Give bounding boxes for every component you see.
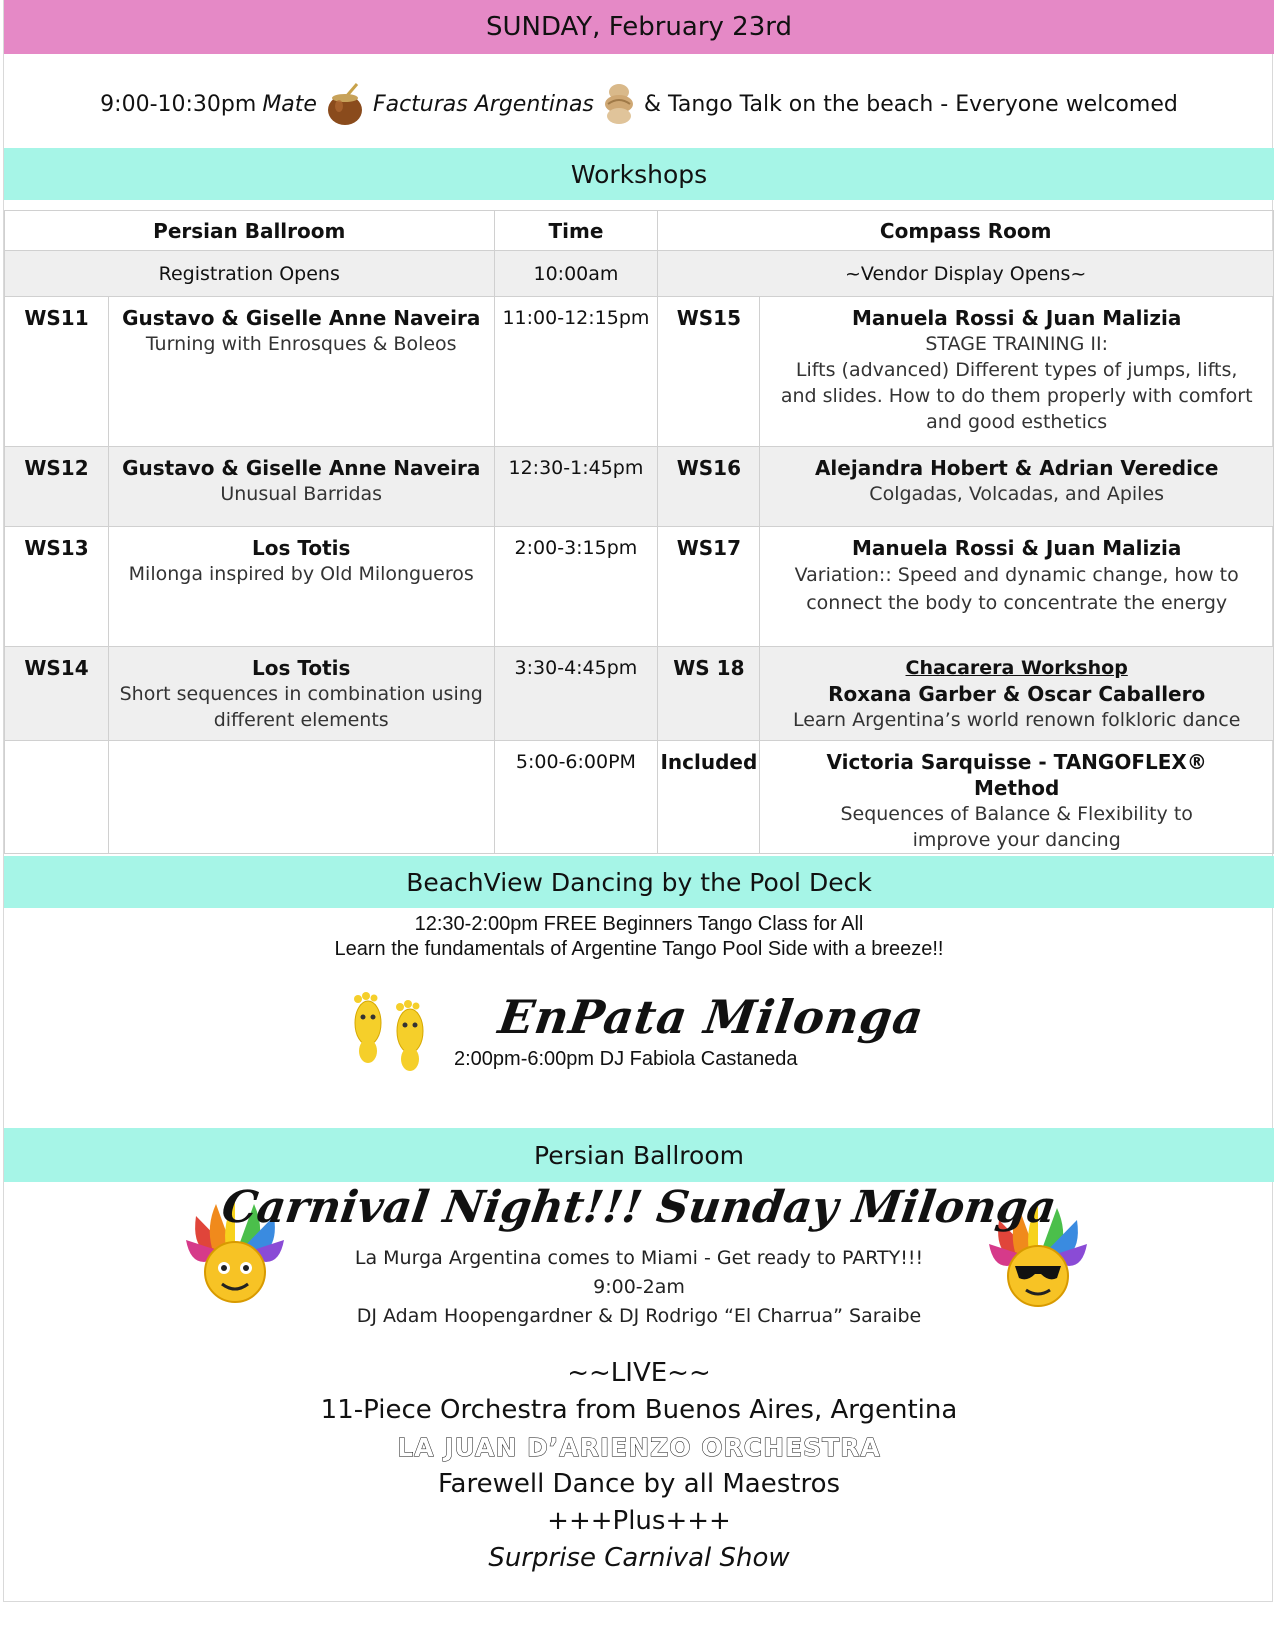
workshop-code: WS 18	[658, 647, 760, 741]
workshop-topic: Sequences of Balance & Flexibility to improve your dancing	[840, 803, 1193, 851]
mate-time: 9:00-10:30pm	[100, 91, 257, 117]
workshop-topic: Colgadas, Volcadas, and Apiles	[869, 483, 1165, 505]
workshop-cell	[108, 447, 494, 527]
ballroom-title: Persian Ballroom	[534, 1140, 744, 1170]
surprise-show: Surprise Carnival Show	[488, 1543, 790, 1573]
workshop-topic-detail: Lifts (advanced) Different types of jumps, lifts, and slides. How to do them properly with comfort and good esthetics	[780, 359, 1253, 433]
instructor-name: Gustavo & Giselle Anne Naveira	[122, 306, 481, 330]
beach-line-1: 12:30-2:00pm FREE Beginners Tango Class for All	[414, 913, 864, 935]
farewell-dance: Farewell Dance by all Maestros	[437, 1469, 841, 1499]
beach-class-info	[4, 912, 1274, 962]
plus-label: +++Plus+++	[547, 1506, 731, 1536]
workshop-code: WS17	[658, 527, 760, 647]
table-row	[5, 527, 1274, 647]
day-title: SUNDAY, February 23rd	[485, 12, 793, 42]
beach-band	[4, 856, 1274, 908]
mate-rest: & Tango Talk on the beach - Everyone welcomed	[643, 91, 1178, 117]
live-orchestra-block	[4, 1355, 1274, 1577]
instructor-name: Alejandra Hobert & Adrian Veredice	[814, 456, 1219, 480]
ballroom-band	[4, 1128, 1274, 1182]
header-persian-ballroom: Persian Ballroom	[5, 211, 495, 251]
schedule-page	[3, 0, 1273, 1602]
table-row	[5, 251, 1274, 297]
day-header	[4, 0, 1274, 54]
instructor-name: Manuela Rossi & Juan Malizia	[851, 536, 1182, 560]
beach-title: BeachView Dancing by the Pool Deck	[406, 867, 872, 897]
header-time: Time	[494, 211, 658, 251]
workshop-time: 5:00-6:00PM	[494, 741, 658, 854]
workshop-topic: Turning with Enrosques & Boleos	[145, 333, 457, 355]
workshop-topic: Unusual Barridas	[220, 483, 383, 505]
table-header-row	[5, 211, 1274, 251]
orchestra-origin: 11-Piece Orchestra from Buenos Aires, Argentina	[320, 1395, 958, 1425]
instructor-name: Los Totis	[252, 656, 351, 680]
carnival-night-title: Carnival Night!!! Sunday Milonga	[218, 1182, 1060, 1233]
table-row	[5, 447, 1274, 527]
workshop-time: 12:30-1:45pm	[494, 447, 658, 527]
table-row	[5, 741, 1274, 854]
table-row	[5, 647, 1274, 741]
orchestra-name: LA JUAN D’ARIENZO ORCHESTRA	[397, 1433, 881, 1462]
workshop-cell	[760, 741, 1274, 854]
chacarera-workshop-link[interactable]: Chacarera Workshop	[905, 657, 1128, 679]
workshop-cell	[760, 527, 1274, 647]
instructor-name: Roxana Garber & Oscar Caballero	[828, 682, 1206, 706]
workshops-table	[4, 210, 1274, 854]
empty-cell	[108, 741, 494, 854]
mate-line	[4, 54, 1274, 154]
instructor-name: Gustavo & Giselle Anne Naveira	[122, 456, 481, 480]
live-label: ~~LIVE~~	[567, 1358, 711, 1388]
workshop-code: Included	[658, 741, 760, 854]
instructor-name: Los Totis	[252, 536, 351, 560]
workshops-title: Workshops	[570, 159, 708, 189]
table-row	[5, 297, 1274, 447]
carnival-details	[4, 1244, 1274, 1331]
workshop-topic: Milonga inspired by Old Milongueros	[128, 563, 474, 585]
factura-pastry-icon	[600, 82, 638, 126]
workshop-code: WS14	[5, 647, 109, 741]
workshop-time: 3:30-4:45pm	[494, 647, 658, 741]
mate-gourd-icon	[323, 82, 367, 126]
workshop-time: 2:00-3:15pm	[494, 527, 658, 647]
workshop-topic: Short sequences in combination using different elements	[119, 683, 483, 731]
enpata-milonga-title: EnPata Milonga	[495, 990, 928, 1044]
instructor-name: Manuela Rossi & Juan Malizia	[851, 306, 1182, 330]
workshop-time: 11:00-12:15pm	[494, 297, 658, 447]
workshop-topic: STAGE TRAINING II:	[925, 333, 1109, 355]
vendor-cell: ~Vendor Display Opens~	[658, 251, 1274, 297]
workshop-code: WS11	[5, 297, 109, 447]
carnival-djs: DJ Adam Hoopengardner & DJ Rodrigo “El Charrua” Saraibe	[356, 1305, 922, 1327]
carnival-line-1: La Murga Argentina comes to Miami - Get ready to PARTY!!!	[354, 1247, 924, 1269]
workshop-code: WS12	[5, 447, 109, 527]
instructor-name: Victoria Sarquisse - TANGOFLEX® Method	[826, 750, 1207, 800]
workshop-cell	[108, 647, 494, 741]
enpata-milonga-details: 2:00pm-6:00pm DJ Fabiola Castaneda	[454, 1048, 798, 1070]
workshop-topic: Learn Argentina’s world renown folkloric dance	[792, 709, 1241, 731]
workshop-code: WS13	[5, 527, 109, 647]
footprints-icon	[344, 985, 436, 1073]
beach-line-2: Learn the fundamentals of Argentine Tango Pool Side with a breeze!!	[334, 938, 944, 960]
registration-cell: Registration Opens	[5, 251, 495, 297]
workshop-code: WS15	[658, 297, 760, 447]
mate-label: Mate	[262, 91, 317, 117]
empty-cell	[5, 741, 109, 854]
workshop-cell	[760, 647, 1274, 741]
workshop-cell	[108, 527, 494, 647]
workshops-band	[4, 148, 1274, 200]
opening-time: 10:00am	[494, 251, 658, 297]
workshop-cell	[760, 447, 1274, 527]
facturas-label: Facturas Argentinas	[372, 91, 594, 117]
workshop-topic: Variation:: Speed and dynamic change, how to connect the body to concentrate the energy	[794, 564, 1239, 614]
workshop-cell	[108, 297, 494, 447]
carnival-time: 9:00-2am	[593, 1276, 685, 1298]
workshop-code: WS16	[658, 447, 760, 527]
workshop-cell	[760, 297, 1274, 447]
header-compass-room: Compass Room	[658, 211, 1274, 251]
